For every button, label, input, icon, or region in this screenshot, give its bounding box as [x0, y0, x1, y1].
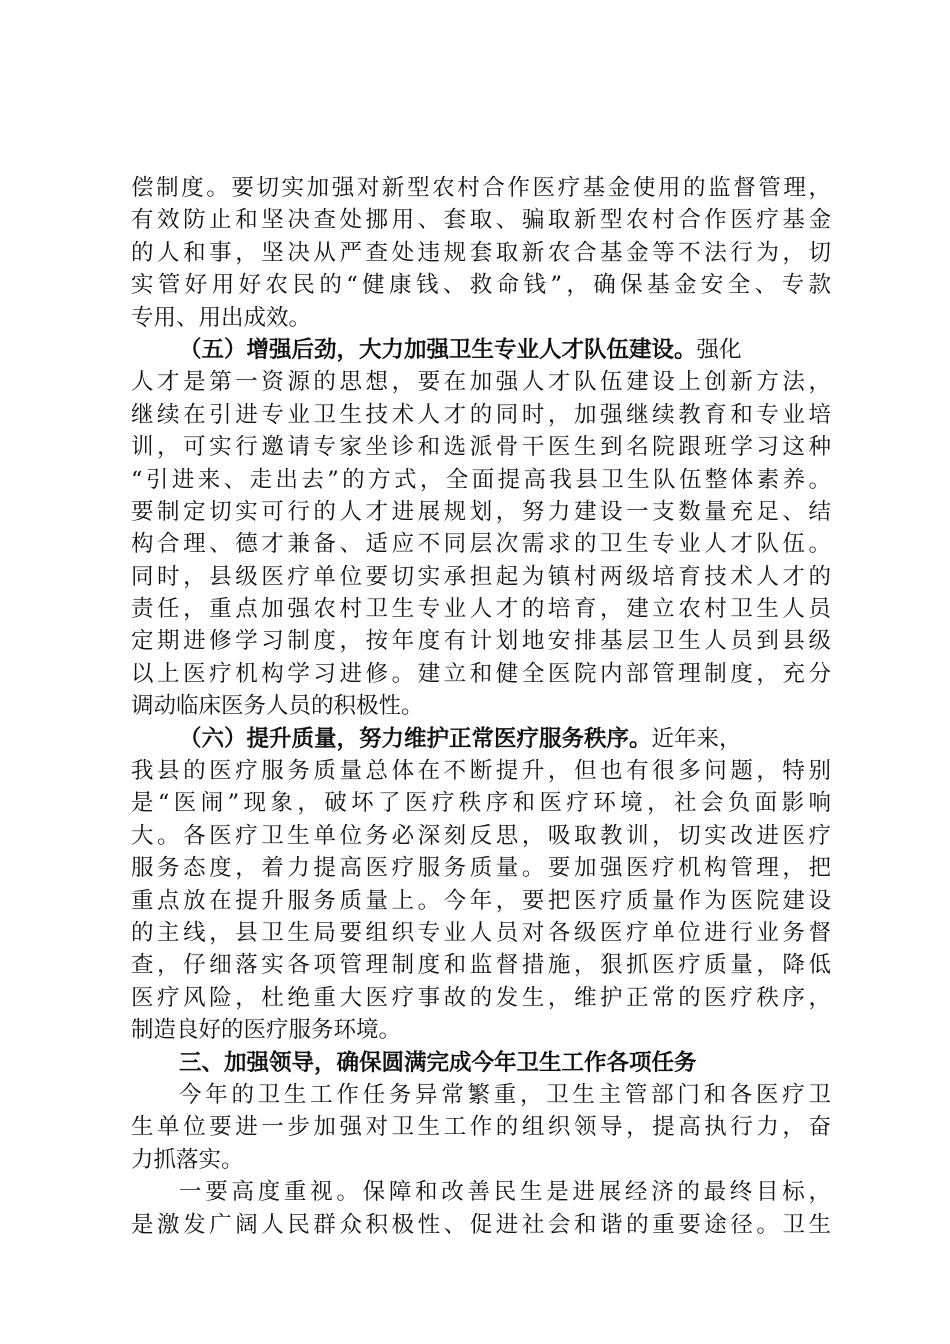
paragraph-talent-team — [131, 334, 831, 723]
section-title: 三、加强领导，确保圆满完成今年卫生工作各项任务 — [179, 1049, 697, 1076]
text-line: 医疗风险，杜绝重大医疗事故的发生，维护正常的医疗秩序， — [131, 984, 831, 1011]
heading-continuation: 强化 — [696, 336, 742, 363]
text-line: 是激发广阔人民群众积极性、促进社会和谐的重要途径。卫生 — [131, 1211, 831, 1238]
text-line: 服务态度，着力提高医疗服务质量。要加强医疗机构管理，把 — [131, 855, 831, 882]
text-line-first — [131, 723, 831, 755]
text-line: 以上医疗机构学习进修。建立和健全医院内部管理制度，充分 — [131, 660, 831, 687]
text-line: 定期进修学习制度，按年度有计划地安排基层卫生人员到县级 — [131, 628, 831, 655]
text-line: 继续在引进专业卫生技术人才的同时，加强继续教育和专业培 — [131, 401, 831, 428]
text-line: 力抓落实。 — [131, 1146, 244, 1173]
text-line: 重点放在提升服务质量上。今年，要把医疗质量作为医院建设 — [131, 887, 831, 914]
paragraph-leadership — [131, 1079, 831, 1176]
text-line: 专用、用出成效。 — [131, 304, 312, 331]
heading-continuation: 近年来， — [651, 725, 742, 752]
text-line: 生单位要进一步加强对卫生工作的组织领导，提高执行力，奋 — [131, 1114, 831, 1141]
text-line: 的人和事，坚决从严查处违规套取新农合基金等不法行为，切 — [131, 239, 831, 266]
text-line: 调动临床医务人员的积极性。 — [131, 693, 424, 720]
text-line: 责任，重点加强农村卫生专业人才的培育，建立农村卫生人员 — [131, 596, 831, 623]
text-line-first: 一要高度重视。保障和改善民生是进展经济的最终目标， — [179, 1179, 831, 1206]
text-line-first — [131, 334, 831, 366]
text-line-first: 今年的卫生工作任务异常繁重，卫生主管部门和各医疗卫 — [179, 1081, 831, 1108]
text-line: 实管好用好农民的“健康钱、救命钱”，确保基金安全、专款 — [131, 272, 831, 299]
text-line: 构合理、德才兼备、适应不同层次需求的卫生专业人才队伍。 — [131, 531, 831, 558]
paragraph-heading: （六）提升质量，努力维护正常医疗服务秩序。 — [179, 725, 652, 752]
paragraph-fund-supervision — [131, 172, 831, 334]
text-line: 同时，县级医疗单位要切实承担起为镇村两级培育技术人才的 — [131, 563, 831, 590]
paragraph-heading: （五）增强后劲，大力加强卫生专业人才队伍建设。 — [179, 336, 697, 363]
text-line: 是“医闹”现象，破坏了医疗秩序和医疗环境，社会负面影响 — [131, 790, 831, 817]
text-line: 查，仔细落实各项管理制度和监督措施，狠抓医疗质量，降低 — [131, 952, 831, 979]
text-line: “引进来、走出去”的方式，全面提高我县卫生队伍整体素养。 — [131, 466, 831, 493]
text-line: 的主线，县卫生局要组织专业人员对各级医疗单位进行业务督 — [131, 919, 831, 946]
paragraph-service-quality — [131, 723, 831, 1047]
document-page — [131, 172, 831, 1241]
paragraph-high-attention — [131, 1176, 831, 1241]
text-line: 偿制度。要切实加强对新型农村合作医疗基金使用的监督管理， — [131, 175, 831, 201]
text-line: 我县的医疗服务质量总体在不断提升，但也有很多问题，特别 — [131, 758, 831, 785]
text-line: 训，可实行邀请专家坐诊和选派骨干医生到名院跟班学习这种 — [131, 434, 831, 461]
text-line: 有效防止和坚决查处挪用、套取、骗取新型农村合作医疗基金 — [131, 207, 831, 234]
text-line: 制造良好的医疗服务环境。 — [131, 1017, 402, 1044]
text-line: 大。各医疗卫生单位务必深刻反思，吸取教训，切实改进医疗 — [131, 822, 831, 849]
text-line: 要制定切实可行的人才进展规划，努力建设一支数量充足、结 — [131, 498, 831, 525]
text-line: 人才是第一资源的思想，要在加强人才队伍建设上创新方法， — [131, 369, 831, 396]
